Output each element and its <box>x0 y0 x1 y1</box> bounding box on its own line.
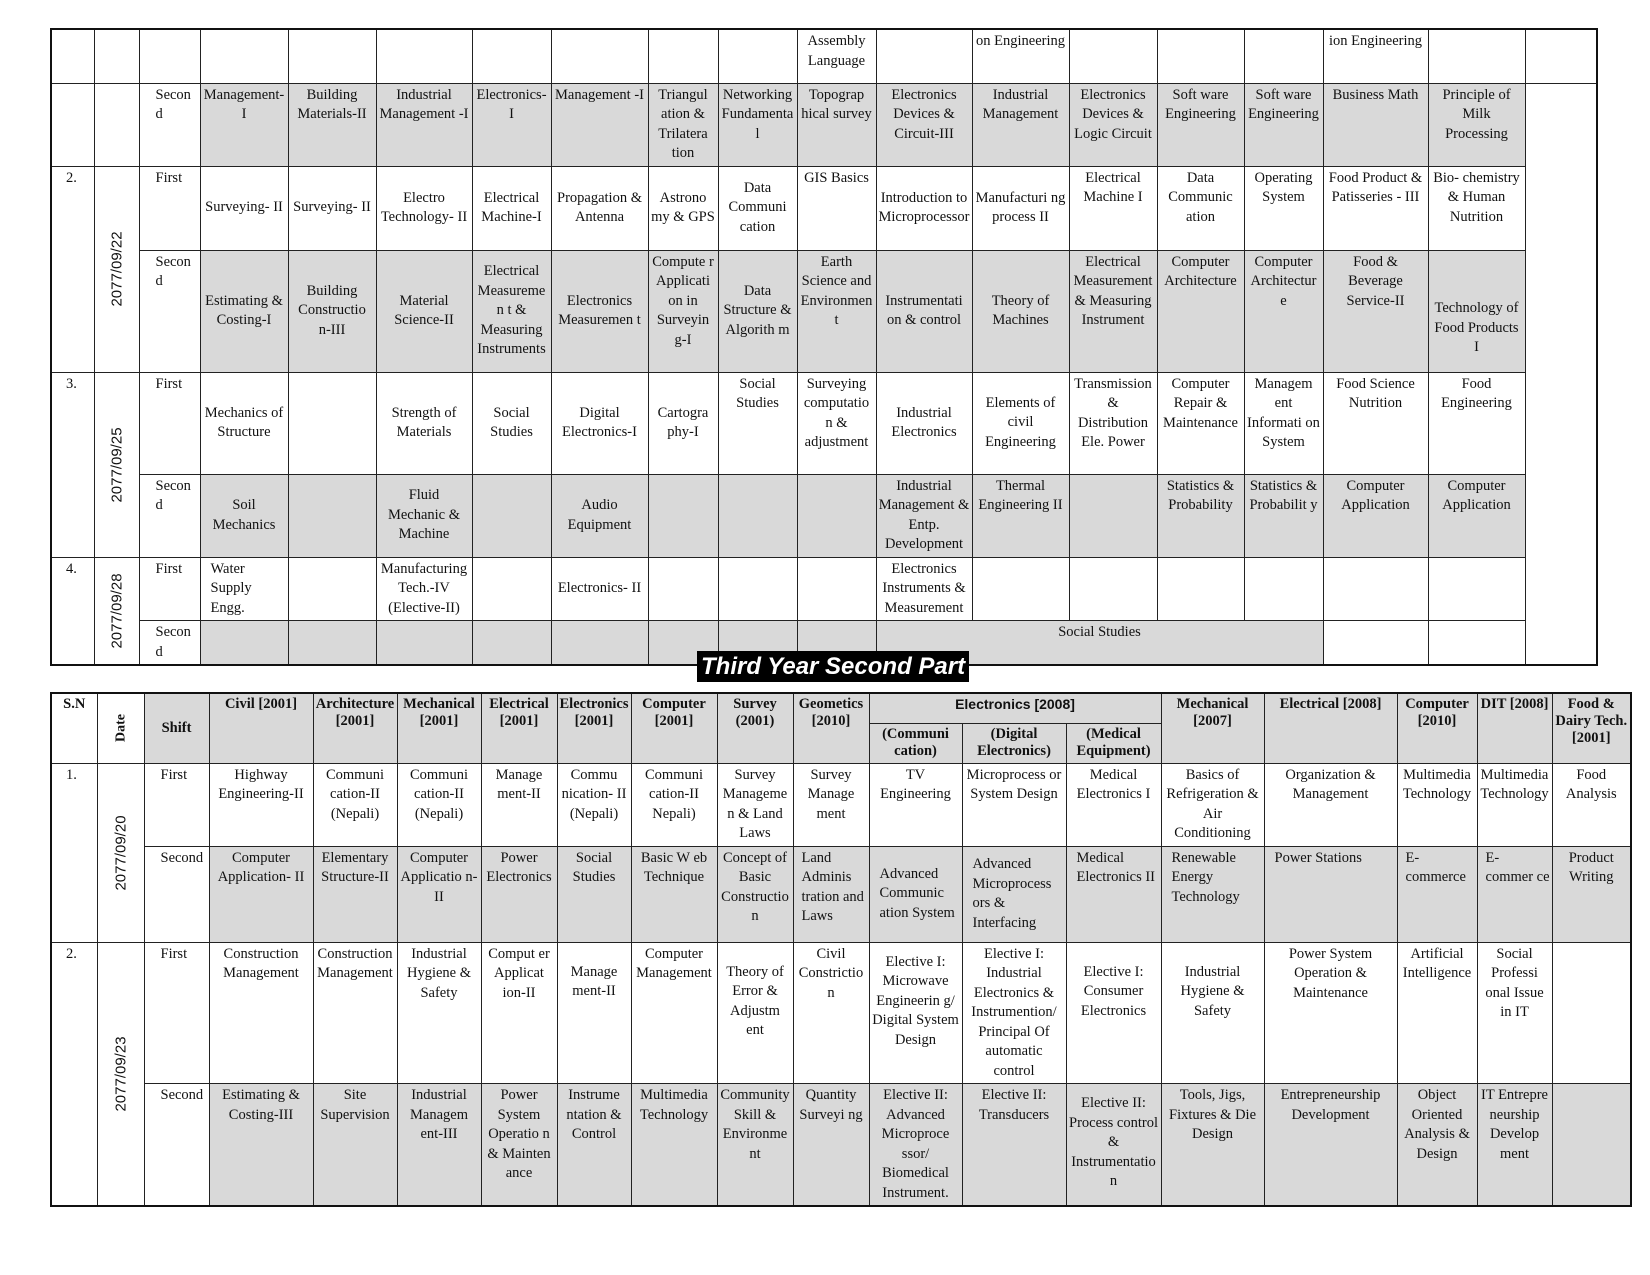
table-cell: Social Studies <box>876 621 1323 666</box>
table-cell: Manage ment-II <box>481 763 557 846</box>
table-row <box>51 942 1631 1084</box>
table-cell: Industrial Hygiene & Safety <box>1161 942 1264 1084</box>
table-cell: Elementary Structure-II <box>313 846 397 942</box>
table-cell: Principle of Milk Processing <box>1428 83 1525 166</box>
table-row <box>51 372 1597 474</box>
table-cell: Technology of Food Products I <box>1428 250 1525 372</box>
table-cell: Material Science-II <box>376 250 472 372</box>
table-cell: Electrical Machine-I <box>472 166 551 250</box>
table-cell: Computer Application- II <box>209 846 313 942</box>
table-cell: Social Studies <box>718 372 797 474</box>
table-cell: on Engineering <box>972 29 1069 83</box>
table-cell: Managem ent Informati on System <box>1244 372 1323 474</box>
table-row <box>51 1084 1631 1207</box>
table-cell: Triangul ation & Trilatera tion <box>648 83 718 166</box>
table-cell: Earth Science and Environment <box>797 250 876 372</box>
table-cell: Audio Equipment <box>551 474 648 557</box>
table-cell <box>288 372 376 474</box>
table-cell: Assembly Language <box>797 29 876 83</box>
table-cell: Elective II: Transducers <box>962 1084 1066 1207</box>
top-exam-routine-table <box>50 28 1598 666</box>
table-cell: ion Engineering <box>1323 29 1428 83</box>
table-cell: Communi cation-II (Nepali) <box>397 763 481 846</box>
table-cell: Propagation & Antenna <box>551 166 648 250</box>
table-cell: Electrical Measurement & Measuring Instrument <box>1069 250 1157 372</box>
table-cell: Computer Application <box>1323 474 1428 557</box>
header-sn: S.N <box>51 693 97 763</box>
table-cell: Land Adminis tration and Laws <box>793 846 869 942</box>
table-cell: Computer Application <box>1428 474 1525 557</box>
exam-date: 2077/09/23 <box>97 942 144 1206</box>
table-cell: Fluid Mechanic & Machine <box>376 474 472 557</box>
table-cell: Quantity Surveyi ng <box>793 1084 869 1207</box>
shift-label: Second <box>139 474 200 557</box>
exam-date: 2077/09/20 <box>97 763 144 942</box>
table-cell: Elective II: Advanced Microproce ssor/ Biomedical Instrument. <box>869 1084 962 1207</box>
table-cell: Statistics & Probabilit y <box>1244 474 1323 557</box>
table-cell: Astrono my & GPS <box>648 166 718 250</box>
table-cell: Computer Repair & Maintenance <box>1157 372 1244 474</box>
serial-number: 2. <box>51 166 94 372</box>
table-cell: Electrical Measuremen t & Measuring Instruments <box>472 250 551 372</box>
header-col: Mechanical [2007] <box>1161 693 1264 763</box>
table-cell: Networking Fundamental <box>718 83 797 166</box>
table-cell: Soil Mechanics <box>200 474 288 557</box>
exam-date: 2077/09/28 <box>94 557 139 665</box>
header-col: Electrical [2001] <box>481 693 557 763</box>
header-col: Survey (2001) <box>717 693 793 763</box>
table-cell: Data Structure & Algorith m <box>718 250 797 372</box>
table-cell: Manufacturing Tech.-IV (Elective-II) <box>376 557 472 621</box>
table-cell: Electronics Devices & Logic Circuit <box>1069 83 1157 166</box>
header-date: Date <box>97 693 144 763</box>
header-subcol: (Communi cation) <box>869 723 962 763</box>
table-cell: Survey Manage ment <box>793 763 869 846</box>
table-cell: Site Supervision <box>313 1084 397 1207</box>
table-cell: Elective I: Consumer Electronics <box>1066 942 1161 1084</box>
table-cell: Multimedia Technology <box>1397 763 1477 846</box>
table-cell: Computer Applicatio n-II <box>397 846 481 942</box>
table-cell: Data Communic ation <box>1157 166 1244 250</box>
table-cell: Building Materials-II <box>288 83 376 166</box>
table-cell: Thermal Engineering II <box>972 474 1069 557</box>
table-cell: Basic W eb Technique <box>631 846 717 942</box>
table-cell: Electro Technology- II <box>376 166 472 250</box>
table-cell: Social Studies <box>472 372 551 474</box>
table-cell: Electronics Devices & Circuit-III <box>876 83 972 166</box>
table-cell: Multimedia Technology <box>1477 763 1552 846</box>
table-cell: Theory of Machines <box>972 250 1069 372</box>
table-cell: Operating System <box>1244 166 1323 250</box>
exam-date: 2077/09/25 <box>94 372 139 557</box>
table-cell: Multimedia Technology <box>631 1084 717 1207</box>
table-cell: TV Engineering <box>869 763 962 846</box>
header-electronics-2008: Electronics [2008] <box>869 693 1161 723</box>
table-row <box>51 474 1597 557</box>
table-cell: Construction Management <box>313 942 397 1084</box>
table-cell: Construction Management <box>209 942 313 1084</box>
table-row <box>51 846 1631 942</box>
header-col: Architecture [2001] <box>313 693 397 763</box>
shift-label: First <box>139 166 200 250</box>
table-cell: Food Science Nutrition <box>1323 372 1428 474</box>
shift-label: First <box>144 942 209 1084</box>
table-cell: Mechanics of Structure <box>200 372 288 474</box>
table-cell: Organization & Management <box>1264 763 1397 846</box>
table-cell: Communi cation-II Nepali) <box>631 763 717 846</box>
table-cell: E- commer ce <box>1477 846 1552 942</box>
table-cell: Power Electronics <box>481 846 557 942</box>
table-cell: Management-I <box>200 83 288 166</box>
table-cell: Soft ware Engineering <box>1157 83 1244 166</box>
table-cell: Introduction to Microprocessor <box>876 166 972 250</box>
table-cell: Power System Operatio n & Mainten ance <box>481 1084 557 1207</box>
table-cell: Topograp hical survey <box>797 83 876 166</box>
table-cell: Community Skill & Environme nt <box>717 1084 793 1207</box>
table-cell: Electrical Machine I <box>1069 166 1157 250</box>
table-cell: Surveying- II <box>200 166 288 250</box>
header-shift: Shift <box>144 693 209 763</box>
table-cell: Medical Electronics II <box>1066 846 1161 942</box>
table-cell: Industrial Managem ent-III <box>397 1084 481 1207</box>
shift-label: Second <box>144 1084 209 1207</box>
table-cell: Survey Managemen & Land Laws <box>717 763 793 846</box>
header-subcol: (Digital Electronics) <box>962 723 1066 763</box>
table-row <box>51 166 1597 250</box>
table-cell: Instrumentati on & control <box>876 250 972 372</box>
table-cell: Computer Management <box>631 942 717 1084</box>
table-cell: Food Product & Patisseries - III <box>1323 166 1428 250</box>
table-cell: Renewable Energy Technology <box>1161 846 1264 942</box>
shift-label: First <box>139 557 200 621</box>
header-col: Computer [2010] <box>1397 693 1477 763</box>
table-row <box>51 557 1597 621</box>
table-cell: Industrial Hygiene & Safety <box>397 942 481 1084</box>
table-cell: Elective I: Microwave Engineerin g/ Digital System Design <box>869 942 962 1084</box>
table-cell: Transmission & Distribution Ele. Power <box>1069 372 1157 474</box>
table-cell: Compute r Applicati on in Surveyin g-I <box>648 250 718 372</box>
section-title: Third Year Second Part <box>697 651 969 682</box>
table-cell: Industrial Management <box>972 83 1069 166</box>
table-cell: Surveying computatio n & adjustment <box>797 372 876 474</box>
table-cell: Advanced Communic ation System <box>869 846 962 942</box>
table-cell: Instrume ntation & Control <box>557 1084 631 1207</box>
table-cell: Statistics & Probability <box>1157 474 1244 557</box>
shift-label: First <box>139 372 200 474</box>
table-cell: Management -I <box>551 83 648 166</box>
continuation-row <box>51 29 1597 83</box>
header-col: Mechanical [2001] <box>397 693 481 763</box>
serial-number: 4. <box>51 557 94 665</box>
table-cell: Strength of Materials <box>376 372 472 474</box>
table-cell: Electronics Instruments & Measurement <box>876 557 972 621</box>
table-cell: Manufacturi ng process II <box>972 166 1069 250</box>
table-cell: Highway Engineering-II <box>209 763 313 846</box>
table-cell: Water Supply Engg. <box>200 557 288 621</box>
table-cell: Electronics-I <box>472 83 551 166</box>
table-cell: Power System Operation & Maintenance <box>1264 942 1397 1084</box>
header-subcol: (Medical Equipment) <box>1066 723 1161 763</box>
table-cell: Social Studies <box>557 846 631 942</box>
serial-number: 3. <box>51 372 94 557</box>
header-col: Geometics [2010] <box>793 693 869 763</box>
table-cell: Computer Architectur e <box>1244 250 1323 372</box>
shift-label: Second <box>144 846 209 942</box>
header-col: Electronics [2001] <box>557 693 631 763</box>
third-year-second-part-table <box>50 692 1632 1207</box>
table-cell: E- commerce <box>1397 846 1477 942</box>
header-col: Electrical [2008] <box>1264 693 1397 763</box>
table-cell: Building Constructio n-III <box>288 250 376 372</box>
serial-number: 2. <box>51 942 97 1206</box>
table-cell: Estimating & Costing-III <box>209 1084 313 1207</box>
table-cell: Elements of civil Engineering <box>972 372 1069 474</box>
table-cell: Entrepreneurship Development <box>1264 1084 1397 1207</box>
table-cell: Theory of Error & Adjustm ent <box>717 942 793 1084</box>
shift-label: First <box>144 763 209 846</box>
table-cell: Surveying- II <box>288 166 376 250</box>
header-row <box>51 693 1631 723</box>
table-cell: Business Math <box>1323 83 1428 166</box>
header-col: Computer [2001] <box>631 693 717 763</box>
table-cell: Estimating & Costing-I <box>200 250 288 372</box>
table-cell: Commu nication- II (Nepali) <box>557 763 631 846</box>
table-cell: Medical Electronics I <box>1066 763 1161 846</box>
table-cell: Industrial Management -I <box>376 83 472 166</box>
table-cell: Social Professi onal Issue in IT <box>1477 942 1552 1084</box>
table-cell: Cartogra phy-I <box>648 372 718 474</box>
table-cell: Manage ment-II <box>557 942 631 1084</box>
table-cell: Product Writing <box>1552 846 1631 942</box>
table-cell: Civil Constrictio n <box>793 942 869 1084</box>
table-cell: Tools, Jigs, Fixtures & Die Design <box>1161 1084 1264 1207</box>
table-cell: Food Engineering <box>1428 372 1525 474</box>
shift-label: Second <box>139 83 200 166</box>
table-cell: Comput er Applicat ion-II <box>481 942 557 1084</box>
table-cell: Microprocess or System Design <box>962 763 1066 846</box>
table-cell: Elective II: Process control & Instrumentatio n <box>1066 1084 1161 1207</box>
table-row <box>51 83 1597 166</box>
table-cell: Computer Architecture <box>1157 250 1244 372</box>
table-cell: Electronics Measuremen t <box>551 250 648 372</box>
table-cell: Food & Beverage Service-II <box>1323 250 1428 372</box>
table-row <box>51 250 1597 372</box>
table-cell: Object Oriented Analysis & Design <box>1397 1084 1477 1207</box>
shift-label: Second <box>139 621 200 666</box>
table-row <box>51 763 1631 846</box>
table-cell: Bio- chemistry & Human Nutrition <box>1428 166 1525 250</box>
table-cell: Basics of Refrigeration & Air Conditioning <box>1161 763 1264 846</box>
exam-date: 2077/09/22 <box>94 166 139 372</box>
table-cell: Food Analysis <box>1552 763 1631 846</box>
table-cell: Artificial Intelligence <box>1397 942 1477 1084</box>
table-cell: Digital Electronics-I <box>551 372 648 474</box>
header-col: Food & Dairy Tech.[2001] <box>1552 693 1631 763</box>
table-cell: Soft ware Engineering <box>1244 83 1323 166</box>
table-cell: Electronics- II <box>551 557 648 621</box>
table-cell: Data Communi cation <box>718 166 797 250</box>
serial-number: 1. <box>51 763 97 942</box>
table-cell: GIS Basics <box>797 166 876 250</box>
header-col: DIT [2008] <box>1477 693 1552 763</box>
table-cell: Advanced Microprocess ors & Interfacing <box>962 846 1066 942</box>
table-cell: Communi cation-II (Nepali) <box>313 763 397 846</box>
table-cell: IT Entrepre neurship Develop ment <box>1477 1084 1552 1207</box>
shift-label: Second <box>139 250 200 372</box>
table-cell: Industrial Management & Entp. Development <box>876 474 972 557</box>
header-col: Civil [2001] <box>209 693 313 763</box>
table-cell: Power Stations <box>1264 846 1397 942</box>
table-cell: Elective I: Industrial Electronics & Instrumention/ Principal Of automatic control <box>962 942 1066 1084</box>
table-cell: Concept of Basic Constructio n <box>717 846 793 942</box>
table-cell: Industrial Electronics <box>876 372 972 474</box>
